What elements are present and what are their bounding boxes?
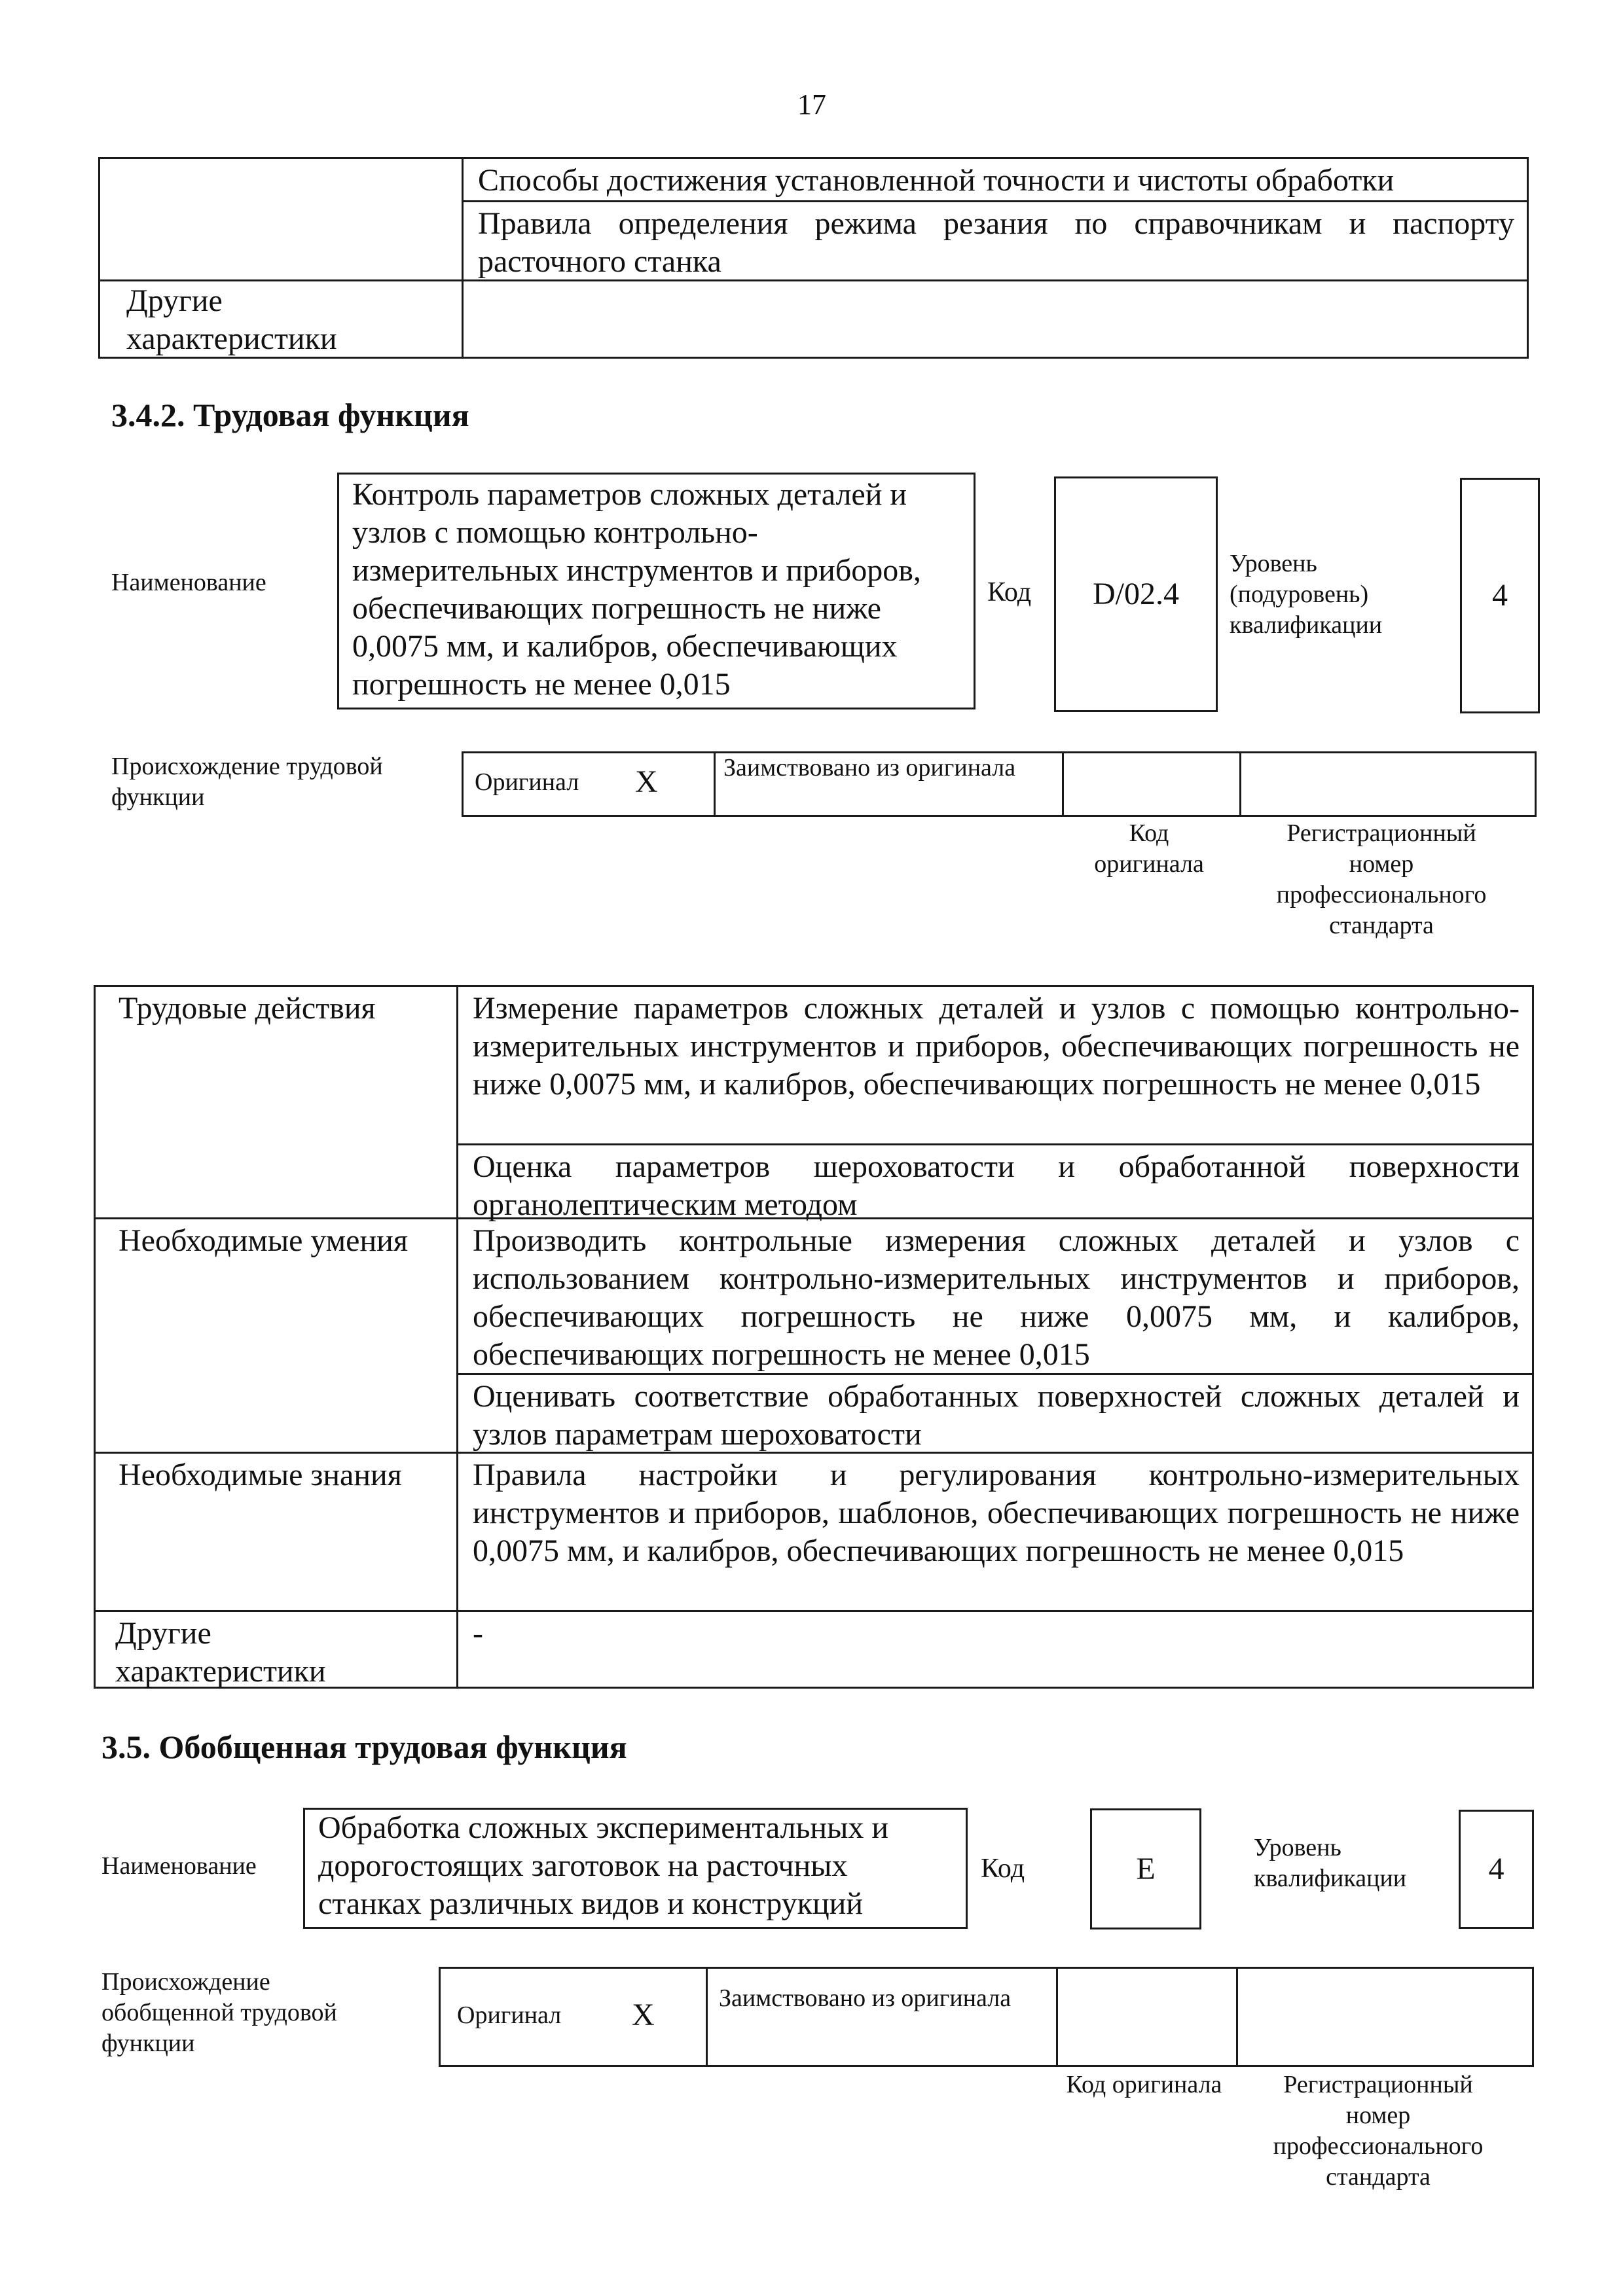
skills-row-2: Оценивать соответствие обработанных поверхностей сложных деталей и узлов параметрам шероховатости	[473, 1379, 1520, 1452]
knowledge-label: Необходимые знания	[119, 1458, 402, 1492]
gen-level-value: 4	[1488, 1852, 1504, 1886]
top-table-row-2: Правила определения режима резания по справочникам и паспорту расточного станка	[478, 206, 1514, 279]
gen-code-original-caption: Код оригинала	[1066, 2071, 1222, 2098]
actions-row-1: Измерение параметров сложных деталей и узлов с помощью контрольно-измерительных инструментов и приборов, обеспечивающих погрешность не ниже 0,0075 мм, и калибров, обеспечивающих погрешность не менее 0,015	[473, 991, 1520, 1102]
skills-label: Необходимые умения	[119, 1223, 408, 1258]
section-heading-3-5: 3.5. Обобщенная трудовая функция	[101, 1729, 627, 1765]
level-value: 4	[1492, 578, 1508, 613]
borrowed-label: Заимствовано из оригинала	[723, 754, 1016, 781]
gen-origin-table	[439, 1967, 1534, 2067]
level-label: Уровень (подуровень) квалификации	[1230, 550, 1383, 639]
page-number: 17	[797, 88, 826, 120]
code-value: D/02.4	[1093, 577, 1179, 611]
code-original-caption: Код оригинала	[1094, 819, 1204, 878]
original-label: Оригинал	[475, 768, 579, 796]
gen-level-box	[1459, 1810, 1534, 1929]
reg-number-caption: Регистрационный номер профессионального стандарта	[1276, 819, 1487, 939]
gen-original-label: Оригинал	[457, 2001, 562, 2029]
origin-label: Происхождение трудовой функции	[111, 753, 383, 811]
other-value: -	[473, 1616, 483, 1651]
gen-original-mark: X	[632, 1998, 655, 2032]
gen-reg-number-caption: Регистрационный номер профессионального стандарта	[1273, 2071, 1484, 2191]
gen-code-value: E	[1136, 1851, 1156, 1886]
original-mark: X	[635, 764, 658, 799]
code-label: Код	[987, 577, 1032, 607]
gen-code-box	[1090, 1808, 1201, 1929]
actions-label: Трудовые действия	[119, 991, 376, 1026]
gen-origin-label: Происхождение обобщенной трудовой функции	[101, 1968, 337, 2057]
name-label: Наименование	[111, 568, 266, 596]
function-name-value: Контроль параметров сложных деталей и узлов с помощью контрольно-измерительных инструментов и приборов, обеспечивающих погрешность не ниже 0,0075 мм, и калибров, обеспечивающих погрешность не менее 0,015	[352, 477, 921, 702]
top-table-other-label: Другие характеристики	[126, 283, 337, 356]
gen-level-label: Уровень квалификации	[1254, 1834, 1407, 1892]
knowledge-row-1: Правила настройки и регулирования контрольно-измерительных инструментов и приборов, шаблонов, обеспечивающих погрешность не ниже 0,0075 мм, и калибров, обеспечивающих погрешность не менее 0,015	[473, 1458, 1520, 1568]
code-box	[1054, 476, 1218, 712]
other-label: Другие характеристики	[115, 1616, 326, 1689]
gen-borrowed-label: Заимствовано из оригинала	[719, 1984, 1012, 2012]
top-table-other-value	[464, 281, 1529, 358]
actions-row-2: Оценка параметров шероховатости и обработанной поверхности органолептическим методом	[473, 1149, 1520, 1222]
level-box	[1460, 478, 1540, 713]
section-heading-3-4-2: 3.4.2. Трудовая функция	[111, 397, 469, 433]
gen-name-label: Наименование	[101, 1852, 257, 1880]
skills-row-1: Производить контрольные измерения сложных деталей и узлов с использованием контрольно-измерительных инструментов и приборов, обеспечивающих погрешность не ниже 0,0075 мм, и калибров, обеспечивающих погрешность не менее 0,015	[473, 1223, 1520, 1372]
top-table-row-1: Способы достижения установленной точности и чистоты обработки	[478, 163, 1395, 198]
gen-function-name-value: Обработка сложных экспериментальных и дорогостоящих заготовок на расточных станках различных видов и конструкций	[318, 1810, 889, 1921]
gen-code-label: Код	[981, 1854, 1025, 1884]
